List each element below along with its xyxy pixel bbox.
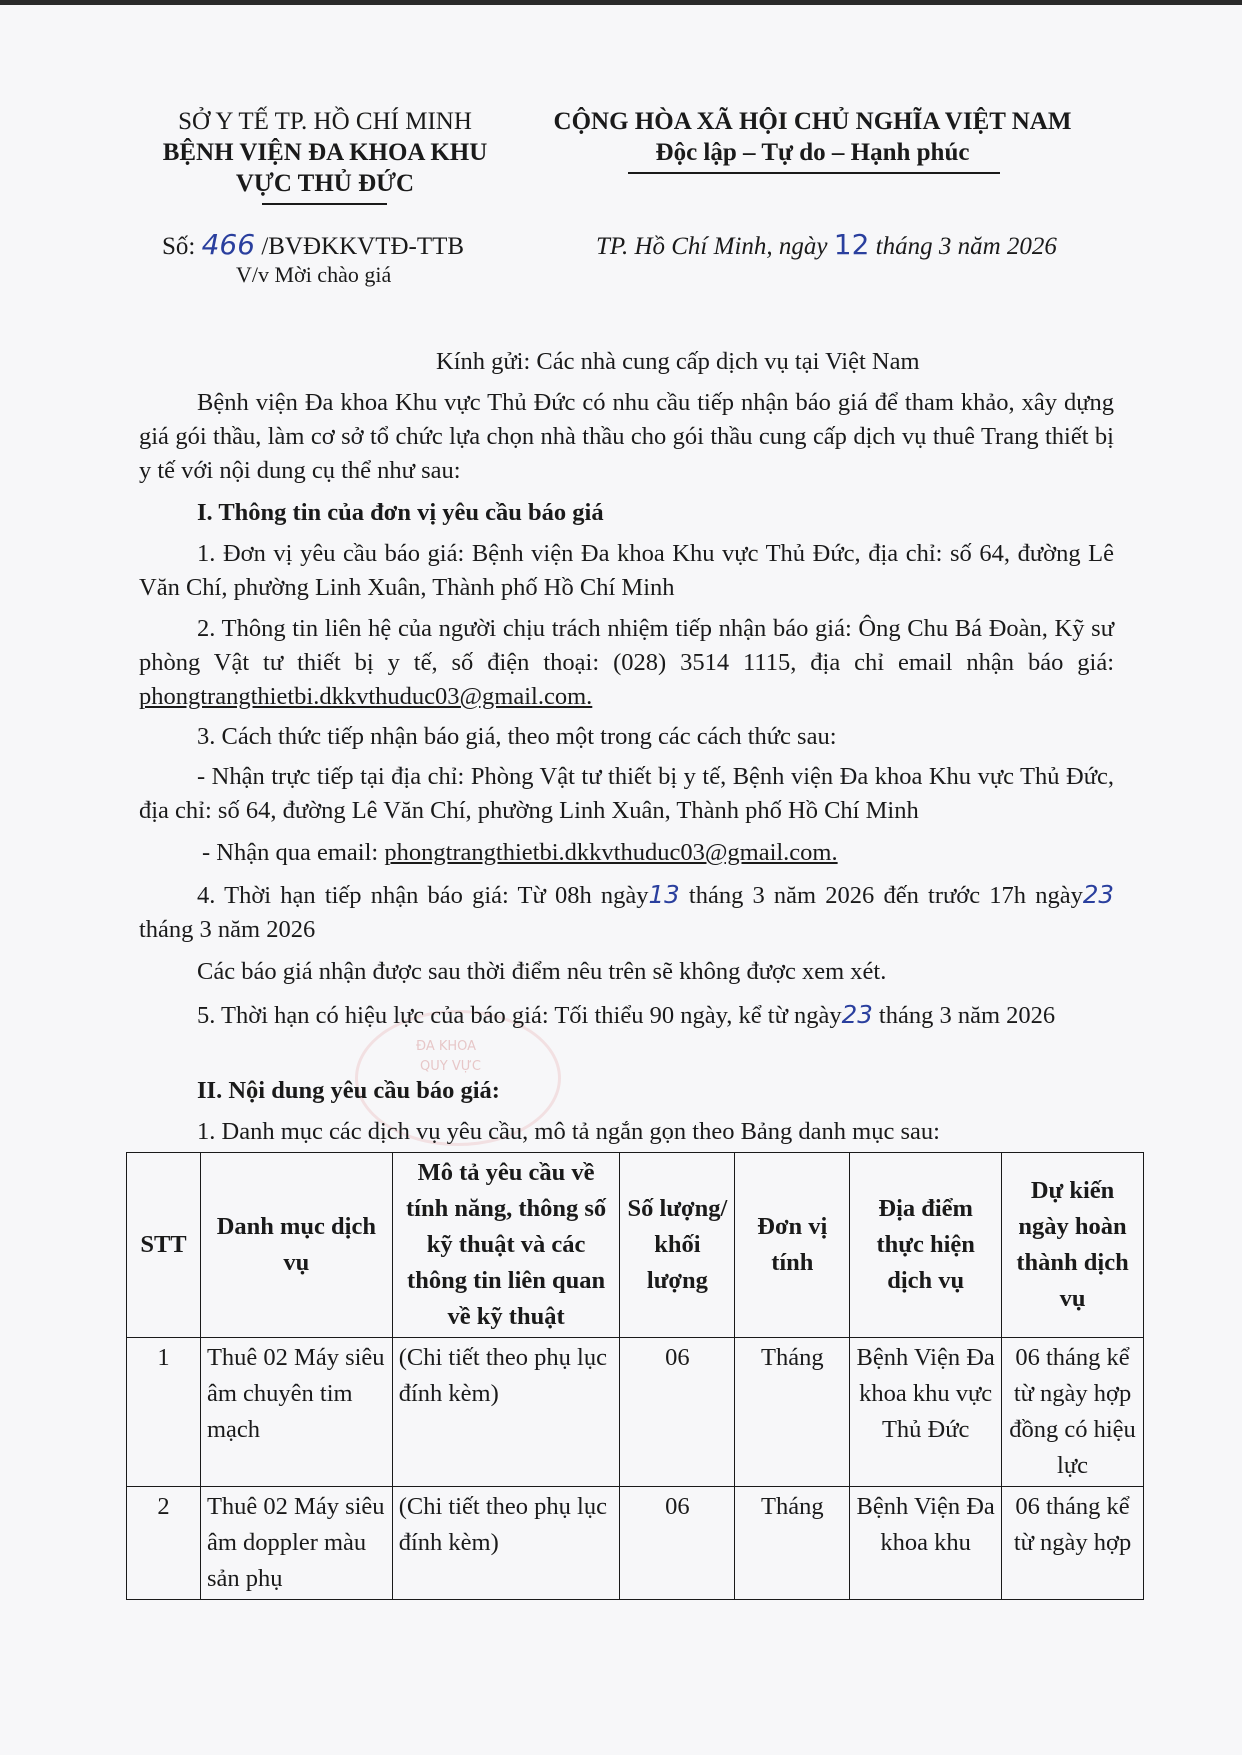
header-description: Mô tả yêu cầu về tính năng, thông số kỹ thuật và các thông tin liên quan về kỹ thuật [392, 1153, 620, 1338]
date-line [596, 228, 1057, 261]
cell-completion: 06 tháng kể từ ngày hợp [1002, 1487, 1144, 1600]
cell-quantity: 06 [620, 1487, 735, 1600]
section-1-heading: I. Thông tin của đơn vị yêu cầu báo giá [197, 499, 604, 526]
section-1-item-4 [139, 878, 1114, 947]
number-suffix: /BVĐKKVTĐ-TTB [261, 233, 465, 260]
table-row [127, 1338, 1144, 1487]
header-completion: Dự kiến ngày hoàn thành dịch vụ [1002, 1153, 1144, 1338]
item-4-part-c: tháng 3 năm 2026 [139, 916, 316, 943]
item-5-part-a: 5. Thời hạn có hiệu lực của báo giá: Tối thiểu 90 ngày, kể từ ngày [197, 1002, 842, 1029]
section-1-item-5 [139, 998, 1114, 1033]
item-5-part-b: tháng 3 năm 2026 [872, 1002, 1056, 1029]
item-4-part-b: tháng 3 năm 2026 đến trước 17h ngày [679, 882, 1083, 909]
table-row [127, 1487, 1144, 1600]
section-2-heading: II. Nội dung yêu cầu báo giá: [197, 1077, 500, 1104]
header-left-underline [262, 203, 387, 205]
item-3b-text: - Nhận qua email: [202, 839, 385, 866]
section-1-item-3a: - Nhận trực tiếp tại địa chỉ: Phòng Vật tư thiết bị y tế, Bệnh viện Đa khoa Khu vực Thủ Đức, địa chỉ: số 64, đường Lê Văn Chí, phường Linh Xuân, Thành phố Hồ Chí Minh [139, 763, 1114, 824]
hospital-name-line1: BỆNH VIỆN ĐA KHOA KHU [162, 139, 488, 166]
date-place: TP. Hồ Chí Minh, ngày [596, 233, 828, 260]
section-1-item-3b [139, 836, 1114, 870]
handwritten-number: 466 [201, 228, 256, 261]
header-service: Danh mục dịch vụ [200, 1153, 392, 1338]
scan-top-border [0, 0, 1242, 5]
ministry-name: SỞ Y TẾ TP. HỒ CHÍ MINH [178, 108, 472, 135]
header-unit: Đơn vị tính [735, 1153, 850, 1338]
section-1-item-1: 1. Đơn vị yêu cầu báo giá: Bệnh viện Đa khoa Khu vực Thủ Đức, địa chỉ: số 64, đường Lê Văn Chí, phường Linh Xuân, Thành phố Hồ Chí Minh [139, 540, 1114, 601]
cell-stt: 1 [127, 1338, 201, 1487]
section-2-item-1: 1. Danh mục các dịch vụ yêu cầu, mô tả ngắn gọn theo Bảng danh mục sau: [197, 1118, 940, 1145]
header-location: Địa điểm thực hiện dịch vụ [850, 1153, 1002, 1338]
section-1-item-2 [139, 612, 1114, 714]
receive-email-link[interactable]: phongtrangthietbi.dkkvthuduc03@gmail.com. [384, 839, 838, 866]
cell-description: (Chi tiết theo phụ lục đính kèm) [392, 1338, 620, 1487]
service-table [126, 1152, 1144, 1600]
item-2-text: 2. Thông tin liên hệ của người chịu trách nhiệm tiếp nhận báo giá: Ông Chu Bá Đoàn, Kỹ sư phòng Vật tư thiết bị y tế, số điện thoại: (028) 3514 1115, địa chỉ email nhận báo giá: [139, 615, 1114, 676]
section-1-item-3: 3. Cách thức tiếp nhận báo giá, theo một trong các cách thức sau: [197, 723, 837, 750]
handwritten-validity-day: 23 [841, 1000, 873, 1029]
stamp-text-2: QUY VỰC [420, 1059, 481, 1074]
header-right-underline [628, 172, 1000, 174]
handwritten-end-day: 23 [1082, 880, 1115, 909]
header-right [515, 106, 1110, 168]
national-motto: Độc lập – Tự do – Hạnh phúc [655, 139, 970, 166]
cell-unit: Tháng [735, 1487, 850, 1600]
stamp-text-1: ĐA KHOA [416, 1039, 477, 1054]
cell-location: Bệnh Viện Đa khoa khu [850, 1487, 1002, 1600]
header-left [135, 106, 515, 199]
cell-service: Thuê 02 Máy siêu âm chuyên tim mạch [200, 1338, 392, 1487]
table-header-row [127, 1153, 1144, 1338]
cell-service: Thuê 02 Máy siêu âm doppler màu sản phụ [200, 1487, 392, 1600]
handwritten-day: 12 [833, 228, 870, 261]
date-month-year: tháng 3 năm 2026 [875, 233, 1057, 260]
header-stt: STT [127, 1153, 201, 1338]
hospital-name-line2: VỰC THỦ ĐỨC [235, 170, 415, 197]
cell-description: (Chi tiết theo phụ lục đính kèm) [392, 1487, 620, 1600]
cell-location: Bệnh Viện Đa khoa khu vực Thủ Đức [850, 1338, 1002, 1487]
recipient-line: Kính gửi: Các nhà cung cấp dịch vụ tại Việt Nam [436, 348, 920, 375]
cell-quantity: 06 [620, 1338, 735, 1487]
document-number [162, 228, 464, 264]
cell-unit: Tháng [735, 1338, 850, 1487]
number-prefix: Số: [162, 233, 196, 260]
contact-email-link[interactable]: phongtrangthietbi.dkkvthuduc03@gmail.com. [139, 683, 593, 710]
late-quote-note: Các báo giá nhận được sau thời điểm nêu trên sẽ không được xem xét. [197, 958, 887, 985]
national-title: CỘNG HÒA XÃ HỘI CHỦ NGHĨA VIỆT NAM [553, 108, 1072, 135]
document-subject: V/v Mời chào giá [236, 262, 392, 287]
header-quantity: Số lượng/ khối lượng [620, 1153, 735, 1338]
cell-stt: 2 [127, 1487, 201, 1600]
handwritten-start-day: 13 [648, 880, 680, 909]
intro-paragraph: Bệnh viện Đa khoa Khu vực Thủ Đức có nhu cầu tiếp nhận báo giá để tham khảo, xây dựng giá gói thầu, làm cơ sở tổ chức lựa chọn nhà thầu cho gói thầu cung cấp dịch vụ thuê Trang thiết bị y tế với nội dung cụ thể như sau: [139, 389, 1114, 484]
item-4-part-a: 4. Thời hạn tiếp nhận báo giá: Từ 08h ngày [197, 882, 649, 909]
cell-completion: 06 tháng kể từ ngày hợp đồng có hiệu lực [1002, 1338, 1144, 1487]
